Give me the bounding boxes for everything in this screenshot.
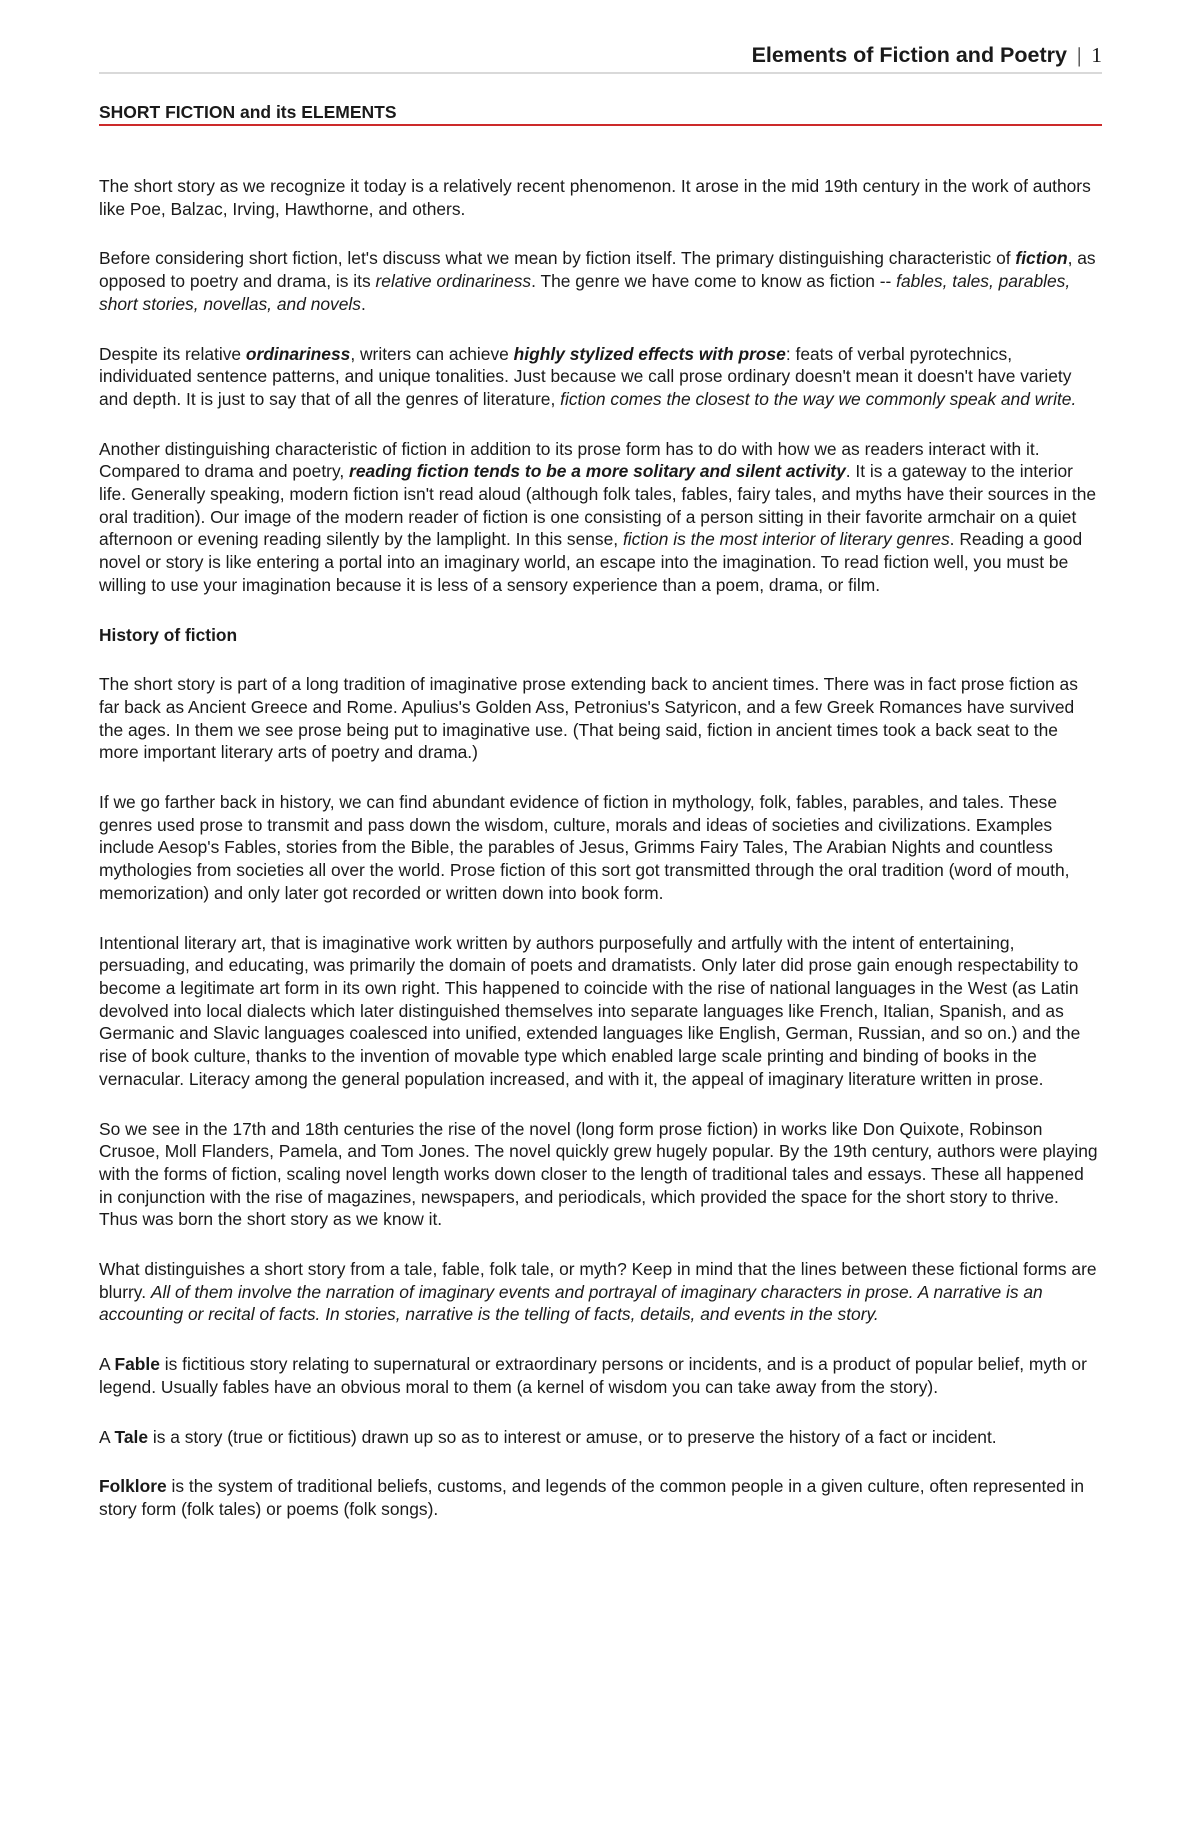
section-title-rule — [99, 124, 1102, 126]
text-run: . — [360, 293, 366, 314]
emphasis: fiction — [1015, 248, 1068, 269]
paragraph-folklore — [99, 1475, 1102, 1520]
paragraph-2 — [99, 247, 1102, 315]
document-body — [99, 175, 1102, 1548]
text-run: is the system of traditional beliefs, customs, and legends of the common people in a given culture, often represented in story form (folk tales) or poems (folk songs). — [99, 1476, 1085, 1519]
paragraph-7: Intentional literary art, that is imaginative work written by authors purposefully and artfully with the intent of entertaining, persuading, and educating, was primarily the domain of poets and dramatists. Only later did prose gain enough respectability to become a legitimate art form in its own right. This happened to coincide with the rise of national languages in the West (as Latin devolved into local dialects which later distinguished themselves into separate languages like French, Italian, Spanish, and as Germanic and Slavic languages coalesced into unified, extended languages like English, German, Russian, and so on.) and the rise of book culture, thanks to the invention of movable type which enabled large scale printing and binding of books in the vernacular. Literacy among the general population increased, and with it, the appeal of imaginary literature written in prose. — [99, 932, 1081, 1089]
term-folklore: Folklore — [99, 1476, 167, 1497]
term-tale: Tale — [114, 1426, 148, 1447]
text-run: Despite its relative — [99, 343, 246, 364]
paragraph-5: The short story is part of a long tradition of imaginative prose extending back to ancient times. There was in fact prose fiction as far back as Ancient Greece and Rome. Apulius's Golden Ass, Petronius's Satyricon, and a few Greek Romances have survived the ages. In them we see prose being put to imaginative use. (That being said, fiction in ancient times took a back seat to the more important literary arts of poetry and drama.) — [99, 674, 1078, 763]
text-run: . Reading a good novel or story is like entering a portal into an imaginary world, an escape into the imagination. To read fiction well, you must be willing to use your imagination because it is less of a sensory experience than a poem, drama, or film. — [99, 529, 1083, 595]
paragraph-9 — [99, 1258, 1102, 1326]
header-rule — [99, 72, 1102, 74]
emphasis: relative ordinariness — [375, 271, 532, 292]
text-run: : feats of verbal pyrotechnics, individuated sentence patterns, and unique tonalities. Just because we call prose ordinary doesn't mean it doesn't have variety and depth. It is just to say that of all the genres of literature, — [99, 343, 1072, 409]
emphasis: reading fiction tends to be a more solitary and silent activity — [349, 461, 846, 482]
text-run: is fictitious story relating to supernatural or extraordinary persons or incidents, and is a product of popular belief, myth or legend. Usually fables have an obvious moral to them (a kernel of wisdom you can take away from the story). — [99, 1354, 1087, 1397]
paragraph-6: If we go farther back in history, we can find abundant evidence of fiction in mythology, folk, fables, parables, and tales. These genres used prose to transmit and pass down the wisdom, culture, morals and ideas of societies and civilizations. Examples include Aesop's Fables, stories from the Bible, the parables of Jesus, Grimms Fairy Tales, The Arabian Nights and countless mythologies from societies all over the world. Prose fiction of this sort got transmitted through the oral tradition (word of mouth, memorization) and only later got recorded or written down into book form. — [99, 792, 1070, 903]
emphasis: highly stylized effects with prose — [513, 343, 786, 364]
header-title: Elements of Fiction and Poetry — [751, 43, 1067, 67]
emphasis: fiction comes the closest to the way we commonly speak and write. — [560, 388, 1077, 409]
text-run: A — [99, 1426, 115, 1447]
paragraph-4 — [99, 438, 1102, 597]
text-run: is a story (true or fictitious) drawn up so as to interest or amuse, or to preserve the history of a fact or incident. — [148, 1426, 997, 1447]
paragraph-fable — [99, 1353, 1102, 1398]
emphasis: fiction is the most interior of literary genres — [622, 529, 950, 550]
text-run: Another distinguishing characteristic of fiction in addition to its prose form has to do with how we as readers interact with it. Compared to drama and poetry, — [99, 438, 1040, 482]
page-number: 1 — [1091, 43, 1102, 67]
paragraph-3 — [99, 343, 1102, 411]
header-separator: | — [1076, 43, 1082, 67]
emphasis: ordinariness — [245, 343, 351, 364]
text-run: , writers can achieve — [350, 343, 514, 364]
text-run: . The genre we have come to know as fiction -- — [531, 271, 897, 292]
text-run: A — [99, 1354, 115, 1375]
page-header — [99, 40, 1102, 70]
term-fable: Fable — [114, 1354, 160, 1375]
text-run: What distinguishes a short story from a tale, fable, folk tale, or myth? Keep in mind that the lines between these fictional forms are blurry. — [99, 1259, 1097, 1302]
text-run: . It is a gateway to the interior life. Generally speaking, modern fiction isn't read aloud (although folk tales, fables, fairy tales, and myths have their sources in the oral tradition). Our image of the modern reader of fiction is one consisting of a person sitting in their favorite armchair on a quiet afternoon or evening reading silently by the lamplight. In this sense, — [99, 461, 1097, 550]
paragraph-8: So we see in the 17th and 18th centuries the rise of the novel (long form prose fiction) in works like Don Quixote, Robinson Crusoe, Moll Flanders, Pamela, and Tom Jones. The novel quickly grew hugely popular. By the 19th century, authors were playing with the forms of fiction, scaling novel length works down closer to the length of traditional tales and essays. These all happened in conjunction with the rise of magazines, newspapers, and periodicals, which provided the space for the short story to thrive. Thus was born the short story as we know it. — [99, 1118, 1098, 1230]
text-run: , as opposed to poetry and drama, is its — [99, 248, 1096, 292]
history-heading: History of fiction — [99, 624, 238, 645]
emphasis: fables, tales, parables, short stories, novellas, and novels — [99, 271, 1071, 314]
section-title: SHORT FICTION and its ELEMENTS — [99, 102, 397, 122]
text-run: Before considering short fiction, let's discuss what we mean by fiction itself. The primary distinguishing characteristic of — [99, 248, 1016, 269]
paragraph-1: The short story as we recognize it today is a relatively recent phenomenon. It arose in the mid 19th century in the work of authors like Poe, Balzac, Irving, Hawthorne, and others. — [99, 176, 1091, 219]
emphasis: All of them involve the narration of imaginary events and portrayal of imaginary characters in prose. A narrative is an accounting or recital of facts. In stories, narrative is the telling of facts, details, and events in the story. — [99, 1281, 1043, 1325]
paragraph-tale — [99, 1426, 1102, 1449]
